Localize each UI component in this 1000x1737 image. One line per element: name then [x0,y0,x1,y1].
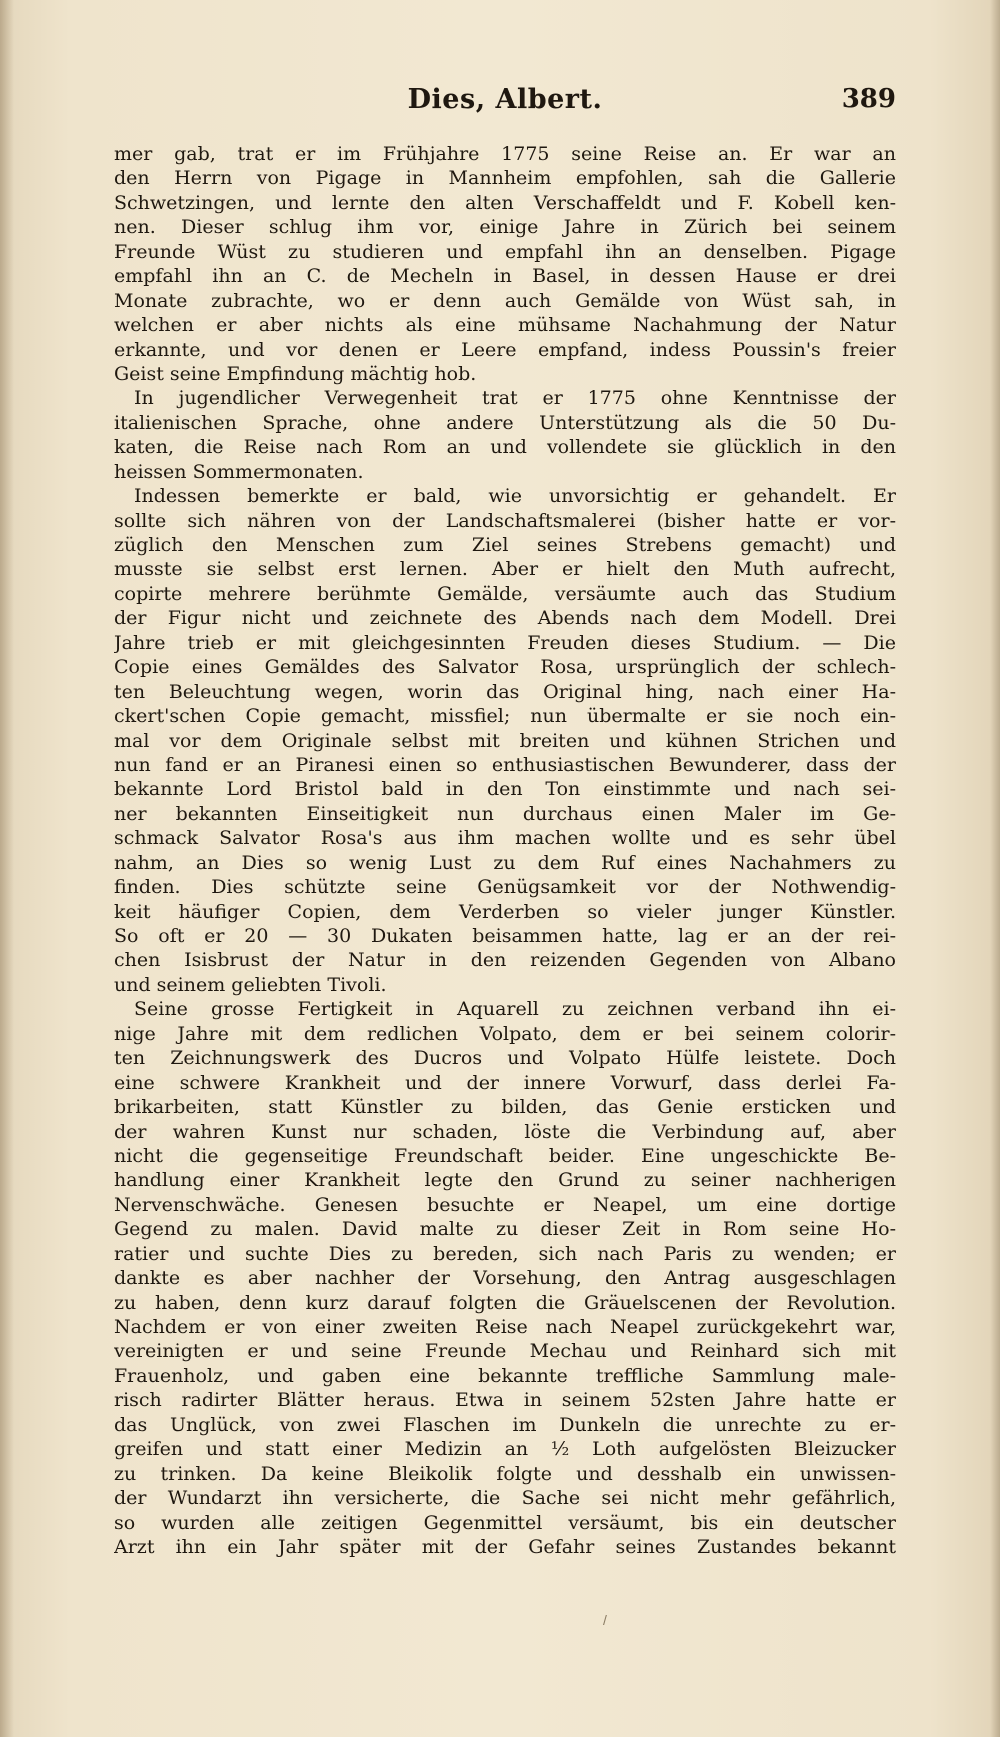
text-line: der Figur nicht und zeichnete des Abends nach dem Modell. Drei [114,607,896,630]
text-line: sollte sich nähren von der Landschaftsmalerei (bisher hatte er vor- [114,509,896,532]
page-edge-shadow [990,0,1000,1737]
page-number: 389 [841,84,896,114]
text-line: der Wundarzt ihn versicherte, die Sache sei nicht mehr gefährlich, [114,1487,896,1510]
text-line: keit häufiger Copien, dem Verderben so vieler junger Künstler. [114,900,896,923]
text-line: musste sie selbst erst lernen. Aber er hielt den Muth aufrecht, [114,558,896,581]
text-line: Geist seine Empfindung mächtig hob. [114,362,477,385]
spine-shadow [0,0,14,1737]
text-line: ten Beleuchtung wegen, worin das Original hing, nach einer Ha- [114,680,896,703]
text-line: erkannte, und vor denen er Leere empfand, indess Poussin's freier [114,338,896,361]
text-line: und seinem geliebten Tivoli. [114,973,387,996]
text-line: nige Jahre mit dem redlichen Volpato, dem er bei seinem colorir- [114,1022,896,1045]
text-line: ckert'schen Copie gemacht, missfiel; nun übermalte er sie noch ein- [114,705,896,728]
text-line: Jahre trieb er mit gleichgesinnten Freuden dieses Studium. — Die [114,631,896,654]
text-line: so wurden alle zeitigen Gegenmittel versäumt, bis ein deutscher [114,1511,896,1534]
text-line: zu haben, denn kurz darauf folgten die Gräuelscenen der Revolution. [114,1291,896,1314]
text-line: Copie eines Gemäldes des Salvator Rosa, ursprünglich der schlech- [114,656,896,679]
text-line: Nervenschwäche. Genesen besuchte er Neapel, um eine dortige [114,1193,896,1216]
text-line: ten Zeichnungswerk des Ducros und Volpato Hülfe leistete. Doch [114,1047,896,1070]
text-line: welchen er aber nichts als eine mühsame Nachahmung der Natur [114,314,896,337]
text-line: brikarbeiten, statt Künstler zu bilden, das Genie ersticken und [114,1096,896,1119]
text-line: nahm, an Dies so wenig Lust zu dem Ruf eines Nachahmers zu [114,851,896,874]
text-line: Indessen bemerkte er bald, wie unvorsichtig er gehandelt. Er [134,485,896,508]
text-line: italienischen Sprache, ohne andere Unterstützung als die 50 Du- [114,411,896,434]
text-line: zu trinken. Da keine Bleikolik folgte und desshalb ein unwissen- [114,1462,896,1485]
text-line: finden. Dies schützte seine Genügsamkeit vor der Nothwendig- [114,876,896,899]
text-line: nen. Dieser schlug ihm vor, einige Jahre in Zürich bei seinem [114,216,896,239]
text-line: ratier und suchte Dies zu bereden, sich nach Paris zu wenden; er [114,1242,896,1265]
text-line: Monate zubrachte, wo er denn auch Gemälde von Wüst sah, in [114,289,896,312]
text-line: der wahren Kunst nur schaden, löste die Verbindung auf, aber [114,1120,896,1143]
text-line: Schwetzingen, und lernte den alten Verschaffeldt und F. Kobell ken- [114,191,896,214]
text-line: Arzt ihn ein Jahr später mit der Gefahr seines Zustandes bekannt [114,1535,896,1558]
text-line: dankte es aber nachher der Vorsehung, den Antrag ausgeschlagen [114,1267,896,1290]
text-line: mal vor dem Originale selbst mit breiten und kühnen Strichen und [114,729,896,752]
text-line: nicht die gegenseitige Freundschaft beider. Eine ungeschickte Be- [114,1144,896,1167]
text-line: nun fand er an Piranesi einen so enthusiastischen Bewunderer, dass der [114,753,896,776]
text-line: katen, die Reise nach Rom an und vollendete sie glücklich in den [114,436,896,459]
paper-speck: / [603,1612,607,1628]
text-line: vereinigten er und seine Freunde Mechau und Reinhard sich mit [114,1340,896,1363]
text-line: züglich den Menschen zum Ziel seines Strebens gemacht) und [114,534,896,556]
text-line: empfahl ihn an C. de Mecheln in Basel, in dessen Hause er drei [114,265,896,288]
text-line: bekannte Lord Bristol bald in den Ton einstimmte und nach sei- [114,778,896,801]
text-line: chen Isisbrust der Natur in den reizenden Gegenden von Albano [114,949,896,972]
text-line: Gegend zu malen. David malte zu dieser Zeit in Rom seine Ho- [114,1218,896,1241]
running-title: Dies, Albert. [407,84,603,115]
text-line: So oft er 20 — 30 Dukaten beisammen hatte, lag er an der rei- [114,925,896,947]
text-line: risch radirter Blätter heraus. Etwa in seinem 52sten Jahre hatte er [114,1389,896,1412]
text-line: schmack Salvator Rosa's aus ihm machen wollte und es sehr übel [114,827,896,850]
text-line: ner bekannten Einseitigkeit nun durchaus einen Maler im Ge- [114,802,896,825]
text-line: das Unglück, von zwei Flaschen im Dunkeln die unrechte zu er- [114,1413,896,1436]
text-line: den Herrn von Pigage in Mannheim empfohlen, sah die Gallerie [114,167,896,190]
text-line: eine schwere Krankheit und der innere Vorwurf, dass derlei Fa- [114,1071,896,1094]
text-line: copirte mehrere berühmte Gemälde, versäumte auch das Studium [114,582,896,605]
text-line: greifen und statt einer Medizin an ½ Loth aufgelösten Bleizucker [114,1438,896,1461]
text-line: handlung einer Krankheit legte den Grund zu seiner nachherigen [114,1169,896,1192]
body-text [114,142,896,1559]
running-header [114,84,896,124]
text-line: In jugendlicher Verwegenheit trat er 1775 ohne Kenntnisse der [134,387,896,410]
text-line: mer gab, trat er im Frühjahre 1775 seine Reise an. Er war an [114,143,896,165]
text-line: heissen Sommermonaten. [114,460,364,483]
text-line: Frauenholz, und gaben eine bekannte treffliche Sammlung male- [114,1364,896,1387]
text-line: Freunde Wüst zu studieren und empfahl ihn an denselben. Pigage [114,240,896,263]
text-line: Nachdem er von einer zweiten Reise nach Neapel zurückgekehrt war, [114,1316,896,1338]
text-line: Seine grosse Fertigkeit in Aquarell zu zeichnen verband ihn ei- [134,998,896,1021]
